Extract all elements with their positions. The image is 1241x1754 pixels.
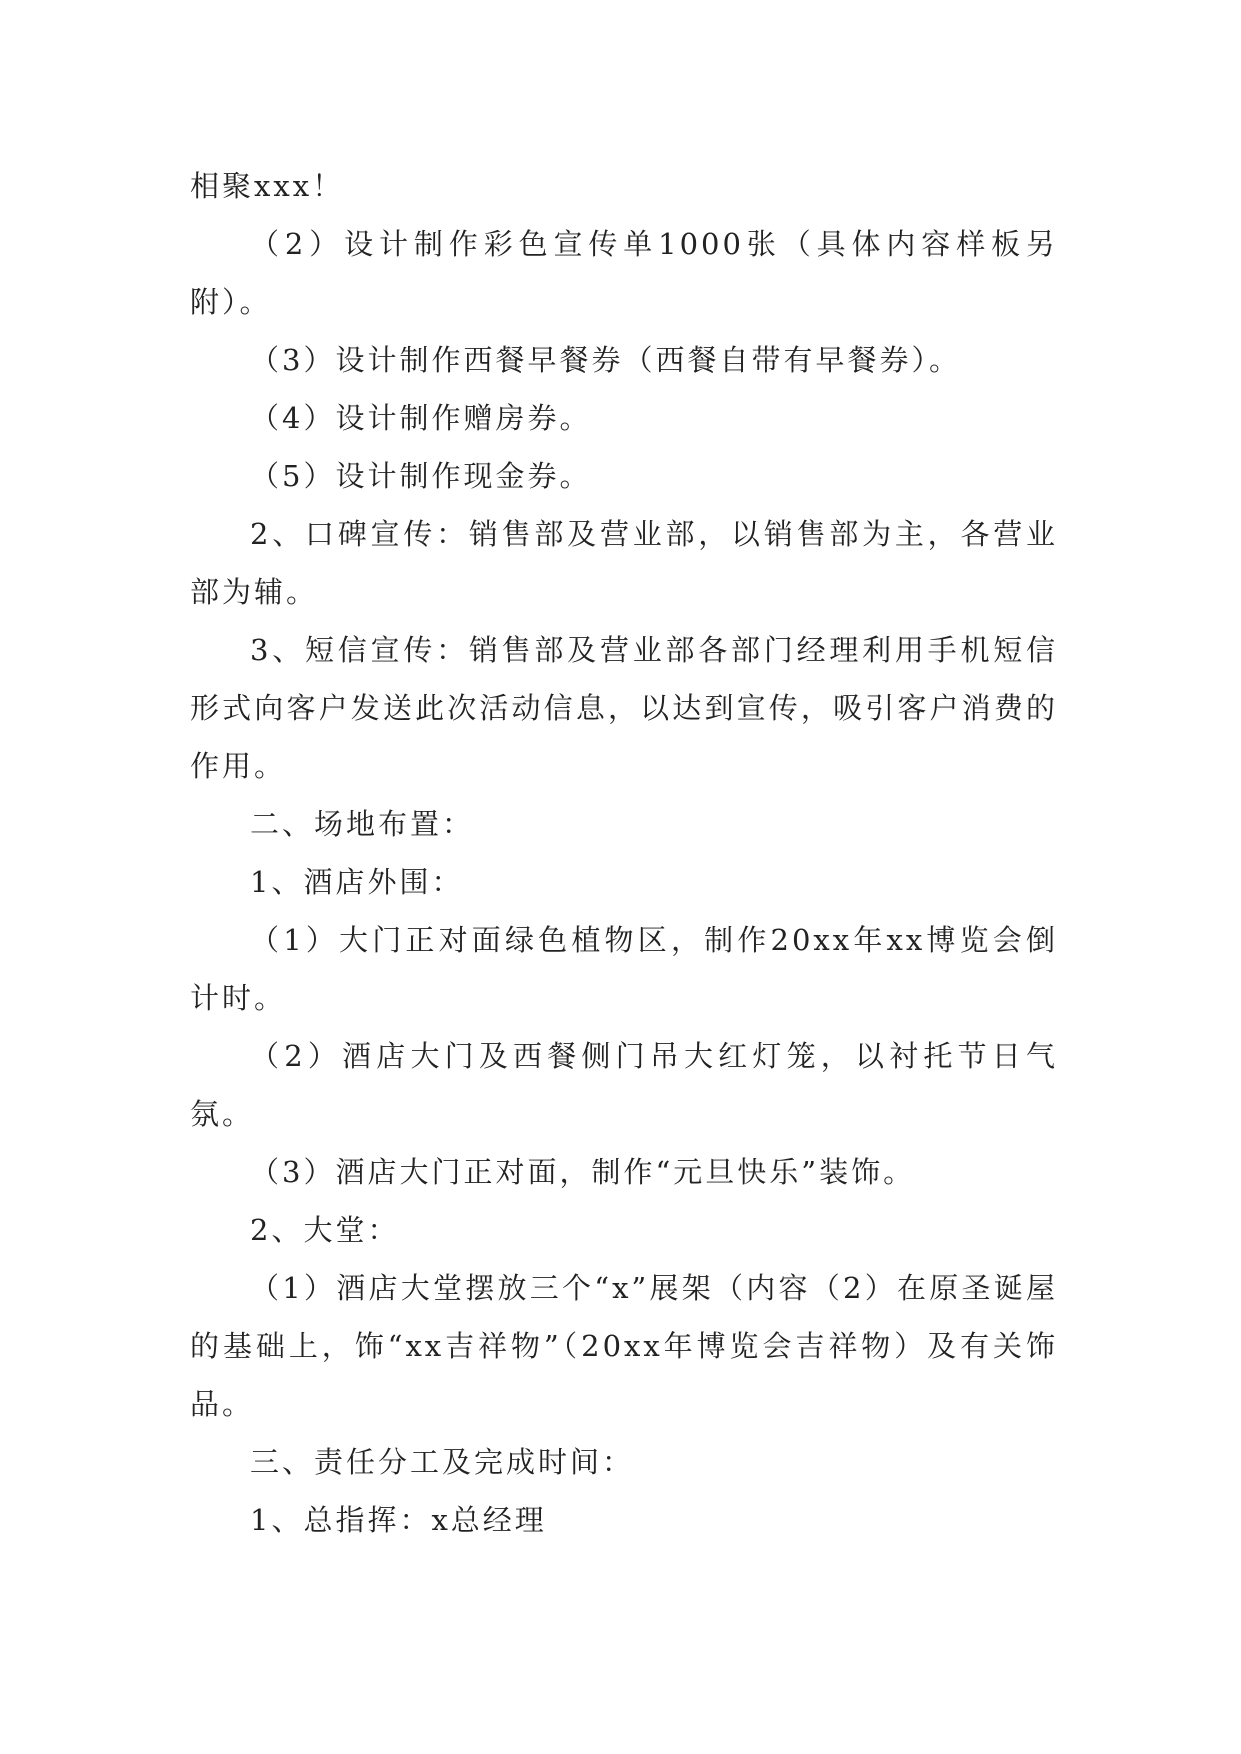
paragraph: （5）设计制作现金券。: [250, 459, 592, 493]
paragraph: （3）酒店大门正对面，制作“元旦快乐”装饰。: [250, 1155, 916, 1189]
section-heading: 三、责任分工及完成时间：: [250, 1445, 635, 1479]
paragraph: （4）设计制作赠房券。: [250, 401, 592, 435]
subsection-heading: 1、酒店外围：: [250, 865, 464, 899]
document-body: [190, 157, 1058, 1549]
paragraph: （2）设计制作彩色宣传单1000张（具体内容样板另附）。: [190, 227, 1058, 319]
paragraph: 3、短信宣传：销售部及营业部各部门经理利用手机短信形式向客户发送此次活动信息，以达到宣传，吸引客户消费的作用。: [190, 633, 1058, 783]
section-heading: 二、场地布置：: [250, 807, 475, 841]
paragraph: （1）大门正对面绿色植物区，制作20xx年xx博览会倒计时。: [190, 923, 1058, 1015]
paragraph: 1、总指挥：x总经理: [250, 1503, 547, 1537]
paragraph: 2、口碑宣传：销售部及营业部，以销售部为主，各营业部为辅。: [190, 517, 1058, 609]
paragraph: （2）酒店大门及西餐侧门吊大红灯笼，以衬托节日气氛。: [190, 1039, 1058, 1131]
subsection-heading: 2、大堂：: [250, 1213, 400, 1247]
paragraph: （3）设计制作西餐早餐券（西餐自带有早餐券）。: [250, 343, 961, 377]
paragraph: 相聚xxx！: [190, 169, 345, 203]
paragraph: （1）酒店大堂摆放三个“x”展架（内容（2）在原圣诞屋的基础上，饰“xx吉祥物”（20xx年博览会吉祥物）及有关饰品。: [190, 1271, 1058, 1421]
